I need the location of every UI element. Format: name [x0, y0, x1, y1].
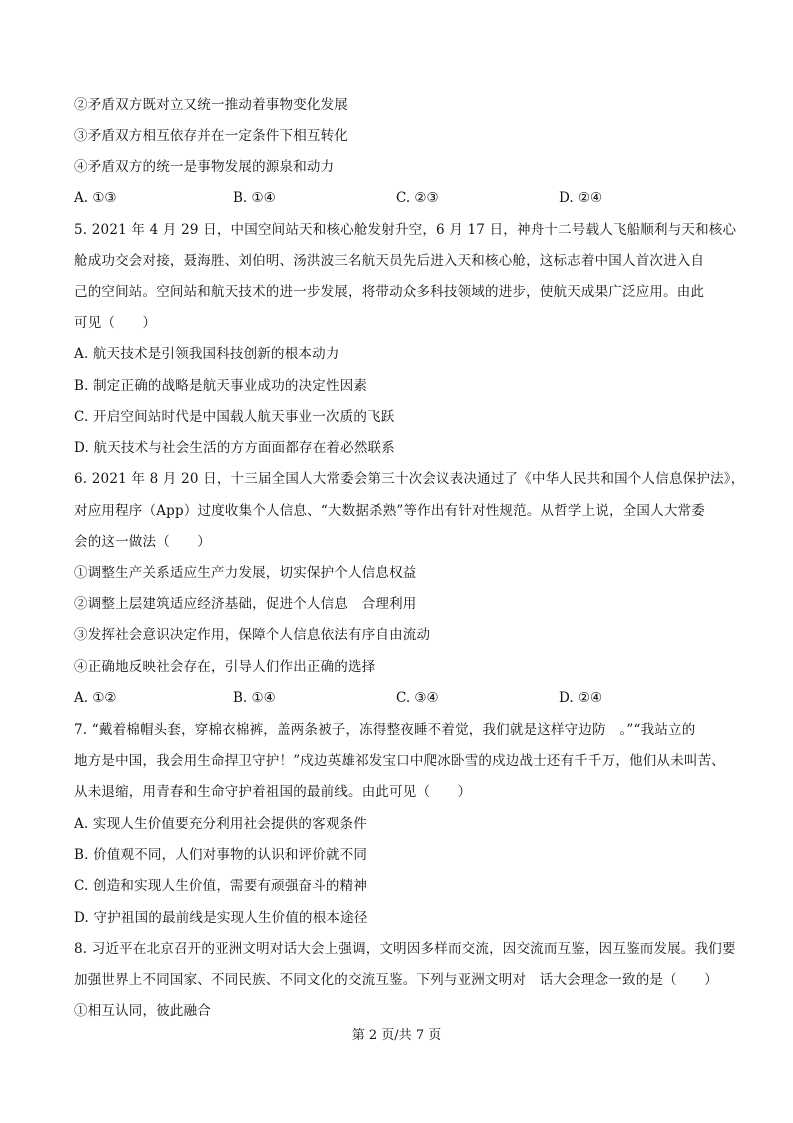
- text-line: ③发挥社会意识决定作用，保障个人信息依法有序自由流动: [74, 627, 431, 643]
- option-c: C. 开启空间站时代是中国载人航天事业一次质的飞跃: [74, 409, 395, 425]
- option-d: D. ②④: [559, 690, 603, 706]
- option-d: D. ②④: [559, 190, 603, 206]
- question-6-stem: 6. 2021 年 8 月 20 日，十三届全国人大常委会第三十次会议表决通过了《中华人民共和国个人信息保护法》，: [74, 471, 745, 487]
- text-line: 地方是中国，我会用生命捍卫守护！”戍边英雄祁发宝口中爬冰卧雪的戍边战士还有千千万，他们从未叫苦、: [74, 753, 726, 769]
- option-b: B. ①④: [233, 190, 276, 206]
- option-a: A. 实现人生价值要充分利用社会提供的客观条件: [74, 816, 367, 832]
- question-5-stem: 5. 2021 年 4 月 29 日，中国空间站天和核心舱发射升空，6 月 17 日，神舟十二号载人飞船顺利与天和核心: [74, 222, 737, 238]
- text-line: 从未退缩，用青春和生命守护着祖国的最前线。由此可见（ ）: [74, 784, 472, 800]
- text-line: ④矛盾双方的统一是事物发展的源泉和动力: [74, 159, 335, 175]
- option-a: A. ①②: [74, 690, 117, 706]
- question-7-stem: 7. “戴着棉帽头套，穿棉衣棉裤，盖两条被子，冻得整夜睡不着觉，我们就是这样守边防 。”“我站立的: [74, 722, 696, 738]
- text-line: 舱成功交会对接，聂海胜、刘伯明、汤洪波三名航天员先后进入天和核心舱，这标志着中国人首次进入自: [74, 253, 705, 269]
- option-d: D. 守护祖国的最前线是实现人生价值的根本途径: [74, 910, 368, 926]
- question-8-stem: 8. 习近平在北京召开的亚洲文明对话大会上强调，文明因多样而交流，因交流而互鉴，因互鉴而发展。我们要: [74, 941, 736, 957]
- text-line: ②调整上层建筑适应经济基础，促进个人信息 合理利用: [74, 596, 417, 612]
- option-c: C. ②③: [396, 190, 439, 206]
- text-line: ②矛盾双方既对立又统一推动着事物变化发展: [74, 97, 348, 113]
- option-a: A. ①③: [74, 190, 117, 206]
- text-line: ③矛盾双方相互依存并在一定条件下相互转化: [74, 128, 348, 144]
- option-b: B. 制定正确的战略是航天事业成功的决定性因素: [74, 378, 368, 394]
- text-line: 加强世界上不同国家、不同民族、不同文化的交流互鉴。下列与亚洲文明对 话大会理念一致的是（ ）: [74, 972, 718, 988]
- text-line: 己的空间站。空间站和航天技术的进一步发展，将带动众多科技领域的进步，使航天成果广泛应用。由此: [74, 284, 705, 300]
- text-line: ④正确地反映社会存在，引导人们作出正确的选择: [74, 659, 376, 675]
- text-line: ①调整生产关系适应生产力发展，切实保护个人信息权益: [74, 565, 417, 581]
- option-b: B. ①④: [233, 690, 276, 706]
- text-line: ①相互认同，彼此融合: [74, 1003, 211, 1019]
- option-d: D. 航天技术与社会生活的方方面面都存在着必然联系: [74, 440, 395, 456]
- page-footer: 第 2 页/共 7 页: [351, 1028, 442, 1043]
- text-line: 对应用程序（App）过度收集个人信息、“大数据杀熟”等作出有针对性规范。从哲学上说，全国人大常委: [74, 503, 705, 519]
- option-c: C. ③④: [396, 690, 439, 706]
- option-b: B. 价值观不同，人们对事物的认识和评价就不同: [74, 847, 368, 863]
- text-line: 可见（ ）: [74, 315, 157, 331]
- option-c: C. 创造和实现人生价值，需要有顽强奋斗的精神: [74, 878, 368, 894]
- text-line: 会的这一做法（ ）: [74, 534, 211, 550]
- option-a: A. 航天技术是引领我国科技创新的根本动力: [74, 346, 340, 362]
